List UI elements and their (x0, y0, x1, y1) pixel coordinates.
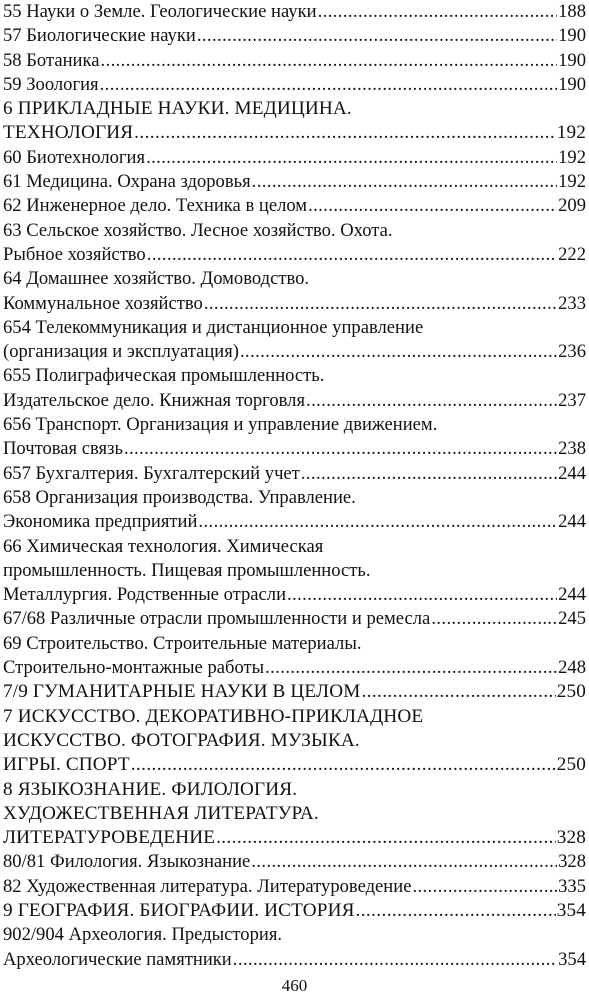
toc-entry-page-number: 250 (556, 754, 586, 776)
dot-leader (198, 510, 557, 534)
toc-entry-title: 82 Художественная литература. Литературоведение (3, 875, 412, 897)
dot-leader (124, 437, 557, 461)
dot-leader (306, 389, 557, 413)
dot-leader (287, 583, 557, 607)
toc-entry-continuation-line (3, 802, 586, 826)
toc-entry-title-line (3, 146, 586, 170)
toc-entry (3, 705, 586, 778)
toc-entry (3, 219, 586, 268)
toc-entry-title: 55 Науки о Земле. Геологические науки (3, 1, 317, 22)
toc-entry-continuation-line (3, 559, 586, 583)
toc-entry-title: Коммунальное хозяйство (3, 292, 203, 314)
toc-entry (3, 607, 586, 631)
toc-entry-title: 69 Строительство. Строительные материалы. (3, 632, 362, 654)
toc-entry-title: (организация и эксплуатация) (3, 341, 239, 363)
dot-leader (265, 656, 557, 680)
toc-entry-page-number: 354 (556, 899, 586, 921)
toc-entry-title: Строительно-монтажные работы (3, 657, 265, 679)
toc-entry-title: 63 Сельское хозяйство. Лесное хозяйство. Охота. (3, 219, 393, 241)
toc-entry (3, 413, 586, 462)
dot-leader (233, 948, 557, 972)
toc-entry (3, 875, 586, 899)
toc-entry (3, 778, 586, 851)
dot-leader (146, 146, 557, 170)
toc-entry-title: 67/68 Различные отрасли промышленности и ремесла (3, 608, 431, 630)
toc-entry-continuation-line (3, 826, 586, 850)
toc-entry-continuation-line (3, 510, 586, 534)
toc-entry-title-line (3, 364, 586, 388)
toc-entry (3, 49, 586, 73)
toc-entry-title: ХУДОЖЕСТВЕННАЯ ЛИТЕРАТУРА. (3, 802, 319, 824)
toc-entry-title-line (3, 97, 586, 121)
toc-entry-title: 902/904 Археология. Предыстория. (3, 924, 283, 946)
toc-entry-title: 59 Зоология (3, 73, 99, 95)
toc-entry-continuation-line (3, 656, 586, 680)
toc-entry-continuation-line (3, 948, 586, 972)
toc-entry-page-number: 335 (558, 875, 586, 897)
toc-entry-title: 7/9 ГУМАНИТАРНЫЕ НАУКИ В ЦЕЛОМ (3, 681, 361, 703)
toc-entry (3, 535, 586, 608)
toc-entry-title: Издательское дело. Книжная торговля (3, 389, 306, 411)
toc-entry-title: промышленность. Пищевая промышленность. (3, 559, 371, 581)
toc-entry-title-line (3, 778, 586, 802)
toc-entry-title-line (3, 413, 586, 437)
toc-entry (3, 97, 586, 146)
toc-entry-page-number: 238 (558, 438, 586, 460)
dot-leader (197, 24, 557, 48)
toc-entry (3, 364, 586, 413)
toc-entry-continuation-line (3, 583, 586, 607)
toc-entry-title-line (3, 49, 586, 73)
toc-entry-title: Археологические памятники (3, 948, 232, 970)
dot-leader (131, 753, 556, 777)
dot-leader (356, 899, 556, 923)
toc-entry-title-line (3, 73, 586, 97)
toc-entry (3, 486, 586, 535)
dot-leader (301, 462, 557, 486)
toc-entry-title-line (3, 194, 586, 218)
toc-entry-page-number: 192 (558, 146, 586, 168)
toc-entry-title: 6 ПРИКЛАДНЫЕ НАУКИ. МЕДИЦИНА. (3, 98, 352, 120)
toc-entry-title: ИГРЫ. СПОРТ (3, 754, 130, 776)
toc-entry-page-number: 236 (558, 341, 586, 363)
toc-entry-page-number: 190 (558, 25, 586, 47)
toc-entry-page-number: 244 (558, 584, 586, 606)
toc-entry-title: 60 Биотехнология (3, 146, 146, 168)
dot-leader (251, 850, 557, 874)
toc-entry-title-line (3, 462, 586, 486)
toc-entry-title: 658 Организация производства. Управление. (3, 486, 356, 508)
toc-entry-page-number: 190 (558, 73, 586, 95)
toc-entry-title-line (3, 267, 586, 291)
toc-entry (3, 24, 586, 48)
toc-entry-page-number: 244 (558, 511, 586, 533)
toc-entry-title: 657 Бухгалтерия. Бухгалтерский учет (3, 462, 300, 484)
toc-entry (3, 316, 586, 365)
dot-leader (134, 121, 556, 145)
toc-entry (3, 632, 586, 681)
dot-leader (100, 73, 557, 97)
toc-entry-title-line (3, 607, 586, 631)
toc-entry-title: Экономика предприятий (3, 511, 198, 533)
toc-entry-title: 654 Телекоммуникация и дистанционное управление (3, 316, 424, 338)
toc-entry-title-line (3, 875, 586, 899)
toc-entry-continuation-line (3, 243, 586, 267)
toc-entry-title: ЛИТЕРАТУРОВЕДЕНИЕ (3, 827, 216, 849)
toc-entry-page-number: 237 (558, 389, 586, 411)
toc-entry-title-line (3, 316, 586, 340)
toc-entry-title: Почтовая связь (3, 438, 123, 460)
toc-entry-continuation-line (3, 729, 586, 753)
toc-entry-page-number: 245 (558, 608, 586, 630)
toc-entry-continuation-line (3, 292, 586, 316)
toc-entry (3, 899, 586, 923)
dot-leader (318, 0, 558, 24)
dot-leader (412, 875, 557, 899)
toc-entry-page-number: 328 (556, 827, 586, 849)
toc-entry-title-line (3, 486, 586, 510)
toc-entry-page-number: 248 (558, 657, 586, 679)
toc-entry-title: ИСКУССТВО. ФОТОГРАФИЯ. МУЗЫКА. (3, 729, 360, 751)
toc-entry-title: 58 Ботаника (3, 49, 100, 71)
toc-entry-continuation-line (3, 340, 586, 364)
toc-entry (3, 267, 586, 316)
toc-entry-title: 7 ИСКУССТВО. ДЕКОРАТИВНО-ПРИКЛАДНОЕ (3, 705, 424, 727)
toc-entry-page-number: 192 (558, 171, 586, 193)
dot-leader (252, 170, 557, 194)
toc-entry-title-line (3, 219, 586, 243)
dot-leader (431, 607, 557, 631)
toc-entry-title: 64 Домашнее хозяйство. Домоводство. (3, 268, 310, 290)
toc-entry-page-number: 233 (558, 292, 586, 314)
toc-entry-continuation-line (3, 121, 586, 145)
page-number: 460 (281, 976, 308, 995)
toc-entry-title: 61 Медицина. Охрана здоровья (3, 171, 251, 193)
toc-entry-title-line (3, 0, 586, 24)
toc-entry-page-number: 244 (558, 462, 586, 484)
toc-entry-title: 80/81 Филология. Языкознание (3, 851, 251, 873)
toc-entry-title: 66 Химическая технология. Химическая (3, 535, 324, 557)
toc-entry-title-line (3, 24, 586, 48)
toc-entry-page-number: 354 (558, 948, 586, 970)
toc-entry-title-line (3, 705, 586, 729)
dot-leader (361, 680, 555, 704)
dot-leader (147, 243, 557, 267)
dot-leader (308, 194, 557, 218)
dot-leader (240, 340, 557, 364)
toc-entry-continuation-line (3, 753, 586, 777)
toc-entry-title-line (3, 632, 586, 656)
table-of-contents (3, 0, 586, 972)
toc-entry-page-number: 250 (556, 681, 586, 703)
toc-entry-page-number: 192 (556, 122, 586, 144)
toc-entry (3, 0, 586, 24)
toc-entry-page-number: 222 (558, 243, 586, 265)
toc-entry (3, 73, 586, 97)
toc-entry-title: Рыбное хозяйство (3, 243, 146, 265)
toc-entry-title-line (3, 680, 586, 704)
toc-entry-title: 655 Полиграфическая промышленность. (3, 365, 325, 387)
toc-entry (3, 923, 586, 972)
toc-entry-title: 9 ГЕОГРАФИЯ. БИОГРАФИИ. ИСТОРИЯ (3, 899, 355, 921)
dot-leader (216, 826, 556, 850)
toc-entry-page-number: 328 (558, 851, 586, 873)
toc-entry (3, 462, 586, 486)
toc-entry (3, 170, 586, 194)
toc-entry-title-line (3, 899, 586, 923)
toc-entry (3, 146, 586, 170)
toc-entry-title-line (3, 850, 586, 874)
dot-leader (100, 49, 557, 73)
toc-entry-title: ТЕХНОЛОГИЯ (3, 122, 134, 144)
toc-entry-page-number: 190 (558, 49, 586, 71)
toc-entry-title-line (3, 170, 586, 194)
toc-entry (3, 850, 586, 874)
toc-entry-title: 57 Биологические науки (3, 25, 196, 47)
toc-entry-continuation-line (3, 437, 586, 461)
toc-entry-title: 656 Транспорт. Организация и управление движением. (3, 414, 438, 436)
toc-entry (3, 194, 586, 218)
dot-leader (204, 292, 557, 316)
toc-entry-page-number: 188 (558, 1, 586, 22)
toc-entry-title-line (3, 535, 586, 559)
toc-entry-title: 8 ЯЗЫКОЗНАНИЕ. ФИЛОЛОГИЯ. (3, 778, 298, 800)
toc-entry (3, 680, 586, 704)
toc-entry-title: Металлургия. Родственные отрасли (3, 584, 287, 606)
toc-entry-title-line (3, 923, 586, 947)
toc-entry-title: 62 Инженерное дело. Техника в целом (3, 195, 308, 217)
toc-entry-page-number: 209 (558, 195, 586, 217)
toc-entry-continuation-line (3, 389, 586, 413)
